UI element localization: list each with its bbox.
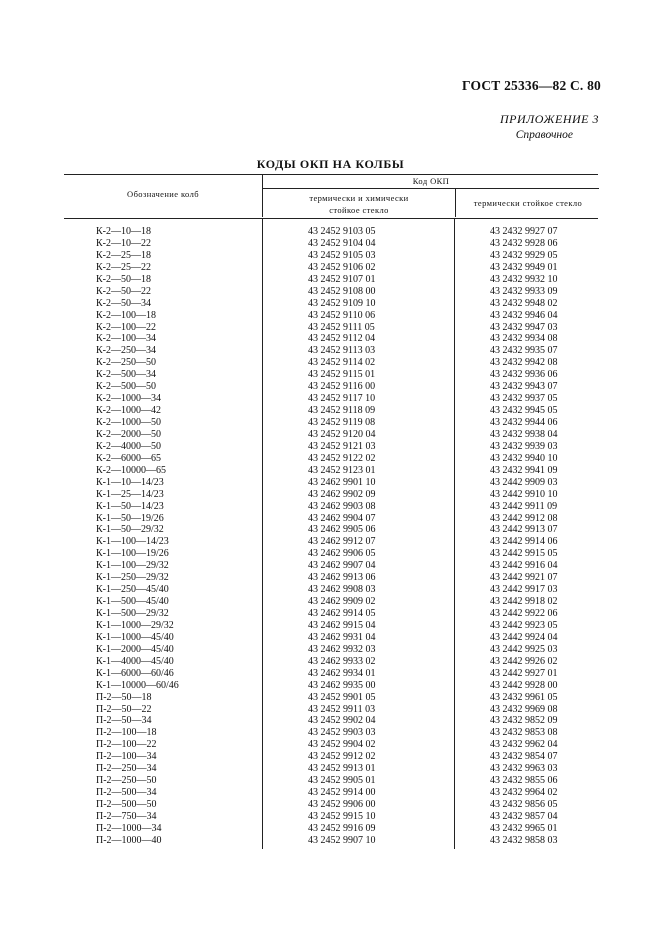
table-row bbox=[64, 751, 598, 763]
table-row bbox=[64, 536, 598, 548]
table-row bbox=[64, 333, 598, 345]
table-row bbox=[64, 357, 598, 369]
cell-okp-thermal-chemical: 43 2452 9118 09 bbox=[308, 405, 376, 417]
cell-designation: К-2—500—50 bbox=[96, 381, 156, 393]
cell-designation: П-2—750—34 bbox=[96, 810, 157, 822]
table-row bbox=[64, 238, 598, 250]
cell-okp-thermal: 43 2442 9926 02 bbox=[490, 655, 558, 667]
cell-designation: К-2—6000—65 bbox=[96, 452, 161, 464]
table-row bbox=[64, 453, 598, 465]
cell-okp-thermal-chemical: 43 2452 9121 03 bbox=[308, 440, 376, 452]
cell-okp-thermal: 43 2432 9853 08 bbox=[490, 727, 558, 739]
cell-designation: К-2—100—22 bbox=[96, 321, 156, 333]
appendix-label bbox=[500, 112, 599, 141]
header-okp-group bbox=[262, 175, 599, 217]
cell-okp-thermal: 43 2432 9934 08 bbox=[490, 333, 558, 345]
table-row bbox=[64, 680, 598, 692]
cell-designation: К-1—250—29/32 bbox=[96, 572, 169, 584]
header-thermal-chemical-line2: стойкое стекло bbox=[329, 205, 389, 215]
cell-okp-thermal-chemical: 43 2452 9113 03 bbox=[308, 345, 376, 357]
cell-okp-thermal: 43 2432 9857 04 bbox=[490, 810, 558, 822]
cell-okp-thermal: 43 2432 9933 09 bbox=[490, 285, 558, 297]
cell-okp-thermal-chemical: 43 2452 9116 00 bbox=[308, 381, 376, 393]
cell-okp-thermal-chemical: 43 2452 9912 02 bbox=[308, 751, 376, 763]
table-header bbox=[64, 175, 598, 217]
cell-okp-thermal-chemical: 43 2462 9933 02 bbox=[308, 655, 376, 667]
cell-okp-thermal: 43 2432 9962 04 bbox=[490, 739, 558, 751]
cell-okp-thermal: 43 2442 9910 10 bbox=[490, 488, 558, 500]
cell-okp-thermal: 43 2432 9854 07 bbox=[490, 751, 558, 763]
cell-designation: П-2—1000—34 bbox=[96, 822, 162, 834]
header-designation-label: Обозначение колб bbox=[127, 189, 199, 199]
cell-okp-thermal-chemical: 43 2452 9106 02 bbox=[308, 261, 376, 273]
cell-designation: П-2—50—22 bbox=[96, 703, 152, 715]
cell-designation: К-1—50—14/23 bbox=[96, 500, 164, 512]
cell-designation: К-1—100—19/26 bbox=[96, 548, 169, 560]
cell-okp-thermal: 43 2442 9909 03 bbox=[490, 476, 558, 488]
cell-okp-thermal: 43 2432 9939 03 bbox=[490, 440, 558, 452]
cell-designation: К-2—50—22 bbox=[96, 285, 151, 297]
cell-okp-thermal: 43 2442 9922 06 bbox=[490, 608, 558, 619]
table-row bbox=[64, 727, 598, 739]
cell-designation: К-1—10—14/23 bbox=[96, 476, 164, 488]
cell-okp-thermal-chemical: 43 2462 9913 06 bbox=[308, 572, 376, 584]
table-row bbox=[64, 274, 598, 286]
cell-okp-thermal-chemical: 43 2462 9908 03 bbox=[308, 584, 376, 596]
table-row bbox=[64, 799, 598, 811]
cell-okp-thermal-chemical: 43 2462 9934 01 bbox=[308, 667, 376, 679]
cell-okp-thermal: 43 2432 9969 08 bbox=[490, 703, 558, 715]
header-thermal-chemical bbox=[263, 189, 455, 217]
cell-okp-thermal-chemical: 43 2452 9904 02 bbox=[308, 739, 376, 751]
table-row bbox=[64, 739, 598, 751]
cell-okp-thermal-chemical: 43 2452 9902 04 bbox=[308, 715, 376, 727]
cell-okp-thermal: 43 2432 9856 05 bbox=[490, 799, 558, 810]
cell-okp-thermal: 43 2442 9925 03 bbox=[490, 643, 558, 655]
cell-okp-thermal: 43 2432 9948 02 bbox=[490, 297, 558, 309]
cell-okp-thermal: 43 2442 9912 08 bbox=[490, 512, 558, 524]
cell-okp-thermal-chemical: 43 2452 9907 10 bbox=[308, 834, 376, 846]
cell-okp-thermal: 43 2432 9937 05 bbox=[490, 393, 558, 405]
cell-designation: К-2—1000—34 bbox=[96, 393, 161, 405]
appendix-subtitle: Справочное bbox=[515, 129, 573, 141]
cell-okp-thermal-chemical: 43 2452 9112 04 bbox=[308, 333, 376, 345]
cell-okp-thermal-chemical: 43 2452 9901 05 bbox=[308, 691, 376, 703]
table-row bbox=[64, 322, 598, 334]
cell-designation: П-2—250—50 bbox=[96, 775, 157, 787]
cell-designation: К-1—25—14/23 bbox=[96, 488, 164, 500]
cell-designation: К-1—100—29/32 bbox=[96, 560, 169, 572]
cell-okp-thermal-chemical: 43 2452 9122 02 bbox=[308, 452, 376, 464]
cell-okp-thermal: 43 2432 9947 03 bbox=[490, 321, 558, 333]
table-title: КОДЫ ОКП НА КОЛБЫ bbox=[256, 157, 405, 171]
table-row bbox=[64, 775, 598, 787]
cell-designation: К-1—500—45/40 bbox=[96, 596, 169, 608]
cell-okp-thermal-chemical: 43 2452 9913 01 bbox=[308, 763, 376, 775]
table-row bbox=[64, 787, 598, 799]
table-row bbox=[64, 345, 598, 357]
table-row bbox=[64, 524, 598, 536]
cell-okp-thermal-chemical: 43 2452 9105 03 bbox=[308, 249, 376, 261]
cell-okp-thermal-chemical: 43 2462 9905 06 bbox=[308, 524, 376, 536]
cell-okp-thermal-chemical: 43 2462 9904 07 bbox=[308, 512, 376, 524]
cell-designation: К-1—250—45/40 bbox=[96, 584, 169, 596]
cell-okp-thermal-chemical: 43 2452 9123 01 bbox=[308, 464, 376, 476]
cell-okp-thermal: 43 2442 9915 05 bbox=[490, 548, 558, 560]
cell-okp-thermal-chemical: 43 2452 9110 06 bbox=[308, 309, 376, 321]
table-row bbox=[64, 465, 598, 477]
table-row bbox=[64, 596, 598, 608]
cell-designation: К-2—10—18 bbox=[96, 226, 151, 237]
table-row bbox=[64, 560, 598, 572]
page-header: ГОСТ 25336—82 С. 80 bbox=[462, 78, 601, 93]
cell-okp-thermal: 43 2442 9914 06 bbox=[490, 536, 558, 548]
cell-designation: П-2—100—34 bbox=[96, 751, 157, 763]
cell-designation: К-2—25—22 bbox=[96, 261, 151, 273]
cell-okp-thermal: 43 2442 9918 02 bbox=[490, 596, 558, 608]
header-designation bbox=[64, 175, 262, 217]
cell-okp-thermal: 43 2432 9936 06 bbox=[490, 369, 558, 381]
cell-okp-thermal: 43 2432 9928 06 bbox=[490, 237, 558, 249]
table-row bbox=[64, 286, 598, 298]
cell-designation: К-2—1000—42 bbox=[96, 405, 161, 417]
cell-okp-thermal-chemical: 43 2452 9104 04 bbox=[308, 237, 376, 249]
cell-okp-thermal-chemical: 43 2452 9103 05 bbox=[308, 226, 376, 237]
cell-designation: К-2—250—50 bbox=[96, 357, 156, 369]
cell-okp-thermal: 43 2432 9942 08 bbox=[490, 357, 558, 369]
cell-okp-thermal: 43 2432 9965 01 bbox=[490, 822, 558, 834]
cell-okp-thermal-chemical: 43 2452 9115 01 bbox=[308, 369, 376, 381]
cell-designation: К-1—10000—60/46 bbox=[96, 679, 179, 691]
cell-designation: К-2—10—22 bbox=[96, 237, 151, 249]
table-row bbox=[64, 310, 598, 322]
table-row bbox=[64, 441, 598, 453]
cell-designation: П-2—500—50 bbox=[96, 799, 157, 810]
cell-okp-thermal: 43 2432 9943 07 bbox=[490, 381, 558, 393]
cell-okp-thermal: 43 2432 9858 03 bbox=[490, 834, 558, 846]
cell-designation: К-2—10000—65 bbox=[96, 464, 166, 476]
table-row bbox=[64, 632, 598, 644]
cell-designation: К-2—50—34 bbox=[96, 297, 151, 309]
cell-okp-thermal: 43 2442 9928 00 bbox=[490, 679, 558, 691]
cell-designation: П-2—50—34 bbox=[96, 715, 152, 727]
cell-okp-thermal: 43 2432 9944 06 bbox=[490, 417, 558, 428]
table-row bbox=[64, 823, 598, 835]
cell-designation: К-1—4000—45/40 bbox=[96, 655, 174, 667]
cell-okp-thermal-chemical: 43 2452 9117 10 bbox=[308, 393, 376, 405]
cell-okp-thermal: 43 2442 9924 04 bbox=[490, 631, 558, 643]
cell-designation: К-2—100—34 bbox=[96, 333, 156, 345]
cell-okp-thermal-chemical: 43 2462 9932 03 bbox=[308, 643, 376, 655]
table-row bbox=[64, 692, 598, 704]
table-row bbox=[64, 393, 598, 405]
cell-okp-thermal: 43 2432 9935 07 bbox=[490, 345, 558, 357]
cell-okp-thermal: 43 2432 9855 06 bbox=[490, 775, 558, 787]
cell-okp-thermal: 43 2432 9964 02 bbox=[490, 787, 558, 799]
cell-okp-thermal-chemical: 43 2462 9903 08 bbox=[308, 500, 376, 512]
table-row bbox=[64, 369, 598, 381]
cell-okp-thermal: 43 2432 9927 07 bbox=[490, 226, 558, 237]
table-row bbox=[64, 548, 598, 560]
cell-okp-thermal: 43 2442 9911 09 bbox=[490, 500, 558, 512]
header-thermal-chemical-line1: термически и химически bbox=[309, 193, 409, 203]
cell-designation: К-2—4000—50 bbox=[96, 440, 161, 452]
okp-codes-table bbox=[64, 174, 598, 847]
cell-okp-thermal-chemical: 43 2462 9935 00 bbox=[308, 679, 376, 691]
table-row bbox=[64, 477, 598, 489]
table-row bbox=[64, 417, 598, 429]
cell-okp-thermal-chemical: 43 2452 9109 10 bbox=[308, 297, 376, 309]
table-row bbox=[64, 715, 598, 727]
cell-designation: К-1—50—19/26 bbox=[96, 512, 164, 524]
cell-designation: К-1—1000—29/32 bbox=[96, 619, 174, 631]
cell-designation: К-1—100—14/23 bbox=[96, 536, 169, 548]
cell-okp-thermal-chemical: 43 2452 9111 05 bbox=[308, 321, 375, 333]
table-header-rule bbox=[64, 218, 598, 219]
table-row bbox=[64, 644, 598, 656]
cell-okp-thermal: 43 2432 9941 09 bbox=[490, 464, 558, 476]
cell-designation: К-2—25—18 bbox=[96, 249, 151, 261]
cell-okp-thermal: 43 2432 9946 04 bbox=[490, 309, 558, 321]
cell-designation: К-2—50—18 bbox=[96, 273, 151, 285]
table-row bbox=[64, 250, 598, 262]
cell-okp-thermal: 43 2442 9921 07 bbox=[490, 572, 558, 584]
cell-designation: К-2—250—34 bbox=[96, 345, 156, 357]
cell-okp-thermal: 43 2432 9945 05 bbox=[490, 405, 558, 417]
cell-okp-thermal: 43 2442 9913 07 bbox=[490, 524, 558, 536]
cell-okp-thermal-chemical: 43 2452 9119 08 bbox=[308, 417, 376, 428]
cell-okp-thermal-chemical: 43 2452 9107 01 bbox=[308, 273, 376, 285]
table-row bbox=[64, 668, 598, 680]
cell-okp-thermal-chemical: 43 2462 9915 04 bbox=[308, 619, 376, 631]
cell-okp-thermal-chemical: 43 2462 9902 09 bbox=[308, 488, 376, 500]
table-row bbox=[64, 620, 598, 632]
cell-okp-thermal: 43 2432 9852 09 bbox=[490, 715, 558, 727]
cell-designation: П-2—250—34 bbox=[96, 763, 157, 775]
cell-designation: К-1—50—29/32 bbox=[96, 524, 164, 536]
cell-designation: П-2—50—18 bbox=[96, 691, 152, 703]
table-row bbox=[64, 429, 598, 441]
cell-okp-thermal-chemical: 43 2452 9903 03 bbox=[308, 727, 376, 739]
cell-okp-thermal-chemical: 43 2452 9114 02 bbox=[308, 357, 376, 369]
table-row bbox=[64, 298, 598, 310]
table-row bbox=[64, 501, 598, 513]
cell-okp-thermal-chemical: 43 2452 9120 04 bbox=[308, 428, 376, 440]
cell-designation: К-1—1000—45/40 bbox=[96, 631, 174, 643]
cell-okp-thermal-chemical: 43 2462 9906 05 bbox=[308, 548, 376, 560]
table-row bbox=[64, 608, 598, 620]
cell-okp-thermal: 43 2432 9949 01 bbox=[490, 261, 558, 273]
cell-okp-thermal: 43 2442 9916 04 bbox=[490, 560, 558, 572]
cell-okp-thermal-chemical: 43 2462 9909 02 bbox=[308, 596, 376, 608]
table-row bbox=[64, 704, 598, 716]
cell-okp-thermal: 43 2432 9932 10 bbox=[490, 273, 558, 285]
cell-designation: П-2—1000—40 bbox=[96, 834, 162, 846]
cell-okp-thermal: 43 2442 9927 01 bbox=[490, 667, 558, 679]
table-row bbox=[64, 572, 598, 584]
cell-okp-thermal-chemical: 43 2452 9905 01 bbox=[308, 775, 376, 787]
cell-okp-thermal-chemical: 43 2462 9931 04 bbox=[308, 631, 376, 643]
cell-okp-thermal: 43 2442 9923 05 bbox=[490, 619, 558, 631]
header-okp-code: Код ОКП bbox=[263, 175, 599, 189]
cell-okp-thermal-chemical: 43 2462 9901 10 bbox=[308, 476, 376, 488]
cell-designation: П-2—100—18 bbox=[96, 727, 157, 739]
cell-okp-thermal: 43 2432 9929 05 bbox=[490, 249, 558, 261]
table-row bbox=[64, 763, 598, 775]
cell-okp-thermal: 43 2432 9961 05 bbox=[490, 691, 558, 703]
header-thermal: термически стойкое стекло bbox=[455, 189, 600, 217]
table-row bbox=[64, 262, 598, 274]
cell-designation: К-2—2000—50 bbox=[96, 428, 161, 440]
cell-designation: К-1—2000—45/40 bbox=[96, 643, 174, 655]
cell-okp-thermal: 43 2432 9963 03 bbox=[490, 763, 558, 775]
cell-designation: П-2—100—22 bbox=[96, 739, 157, 751]
cell-okp-thermal-chemical: 43 2452 9914 00 bbox=[308, 787, 376, 799]
table-body bbox=[64, 226, 598, 847]
cell-okp-thermal-chemical: 43 2462 9912 07 bbox=[308, 536, 376, 548]
cell-designation: К-1—500—29/32 bbox=[96, 608, 169, 619]
table-row bbox=[64, 489, 598, 501]
table-row bbox=[64, 405, 598, 417]
cell-okp-thermal: 43 2432 9938 04 bbox=[490, 428, 558, 440]
cell-designation: К-2—100—18 bbox=[96, 309, 156, 321]
table-row bbox=[64, 381, 598, 393]
table-row bbox=[64, 835, 598, 847]
appendix-title: ПРИЛОЖЕНИЕ 3 bbox=[500, 112, 599, 126]
cell-okp-thermal-chemical: 43 2462 9914 05 bbox=[308, 608, 376, 619]
table-row bbox=[64, 811, 598, 823]
cell-okp-thermal: 43 2442 9917 03 bbox=[490, 584, 558, 596]
table-row bbox=[64, 656, 598, 668]
table-row bbox=[64, 584, 598, 596]
cell-okp-thermal: 43 2432 9940 10 bbox=[490, 452, 558, 464]
cell-designation: К-1—6000—60/46 bbox=[96, 667, 174, 679]
cell-designation: П-2—500—34 bbox=[96, 787, 157, 799]
cell-okp-thermal-chemical: 43 2452 9916 09 bbox=[308, 822, 376, 834]
cell-designation: К-2—1000—50 bbox=[96, 417, 161, 428]
cell-designation: К-2—500—34 bbox=[96, 369, 156, 381]
table-row bbox=[64, 513, 598, 525]
cell-okp-thermal-chemical: 43 2452 9911 03 bbox=[308, 703, 376, 715]
table-row bbox=[64, 226, 598, 238]
cell-okp-thermal-chemical: 43 2452 9906 00 bbox=[308, 799, 376, 810]
cell-okp-thermal-chemical: 43 2452 9108 00 bbox=[308, 285, 376, 297]
cell-okp-thermal-chemical: 43 2452 9915 10 bbox=[308, 810, 376, 822]
cell-okp-thermal-chemical: 43 2462 9907 04 bbox=[308, 560, 376, 572]
